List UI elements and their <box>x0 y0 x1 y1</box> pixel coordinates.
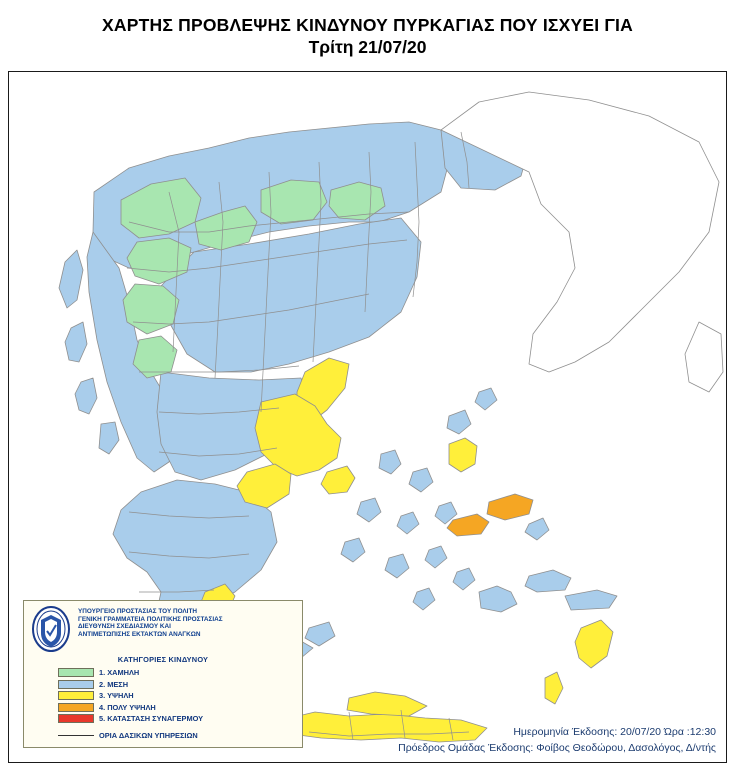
legend-label-low: 1. ΧΑΜΗΛΗ <box>99 668 140 678</box>
map-footer <box>398 724 716 756</box>
legend-swatch-high <box>58 691 94 700</box>
agency-line-3: ΔΙΕΥΘΥΝΣΗ ΣΧΕΔΙΑΣΜΟΥ ΚΑΙ <box>78 623 171 631</box>
legend-items <box>58 667 302 725</box>
legend-label-medium: 2. ΜΕΣΗ <box>99 679 129 689</box>
issue-datetime: Ημερομηνία Έκδοσης: 20/07/20 Ώρα :12:30 <box>513 726 716 738</box>
map-region-group-neighbours <box>441 92 723 392</box>
legend-header <box>24 601 302 653</box>
map-region-group-very-high <box>447 494 533 536</box>
legend-label-alert: 5. ΚΑΤΑΣΤΑΣΗ ΣΥΝΑΓΕΡΜΟΥ <box>99 714 204 724</box>
boundary-line-icon <box>58 735 94 736</box>
legend-label-very-high: 4. ΠΟΛΥ ΥΨΗΛΗ <box>99 702 156 712</box>
legend-swatch-medium <box>58 680 94 689</box>
legend-item-high <box>58 690 302 702</box>
map-frame <box>8 71 727 763</box>
agency-line-2: ΓΕΝΙΚΗ ΓΡΑΜΜΑΤΕΙΑ ΠΟΛΙΤΙΚΗΣ ΠΡΟΣΤΑΣΙΑΣ <box>78 615 223 623</box>
legend-swatch-low <box>58 668 94 677</box>
legend-item-medium <box>58 679 302 691</box>
page-title-line1: ΧΑΡΤΗΣ ΠΡΟΒΛΕΨΗΣ ΚΙΝΔΥΝΟΥ ΠΥΡΚΑΓΙΑΣ ΠΟΥ ΙΣΧΥΕΙ ΓΙΑ <box>102 15 633 35</box>
legend-agency-text <box>78 605 223 638</box>
legend-boundary-label: ΟΡΙΑ ΔΑΣΙΚΩΝ ΥΠΗΡΕΣΙΩΝ <box>99 730 198 740</box>
legend-label-high: 3. ΥΨΗΛΗ <box>99 691 134 701</box>
page-title-line2: Τρίτη 21/07/20 <box>308 37 427 57</box>
legend-swatch-alert <box>58 714 94 723</box>
agency-line-4: ΑΝΤΙΜΕΤΩΠΙΣΗΣ ΕΚΤΑΚΤΩΝ ΑΝΑΓΚΩΝ <box>78 630 201 638</box>
legend-item-very-high <box>58 702 302 714</box>
issuing-chair: Πρόεδρος Ομάδας Έκδοσης: Φοίβος Θεοδώρου, Δασολόγος, Δ/ντής <box>398 742 716 754</box>
agency-line-1: ΥΠΟΥΡΓΕΙΟ ΠΡΟΣΤΑΣΙΑΣ ΤΟΥ ΠΟΛΙΤΗ <box>78 608 197 615</box>
legend-swatch-very-high <box>58 703 94 712</box>
legend-boundary-row <box>58 731 302 740</box>
legend-item-low <box>58 667 302 679</box>
civil-protection-logo-icon <box>28 605 74 653</box>
legend-item-alert <box>58 713 302 725</box>
page-title <box>0 14 735 58</box>
legend-title: ΚΑΤΗΓΟΡΙΕΣ ΚΙΝΔΥΝΟΥ <box>117 655 209 664</box>
map-legend <box>23 600 303 748</box>
